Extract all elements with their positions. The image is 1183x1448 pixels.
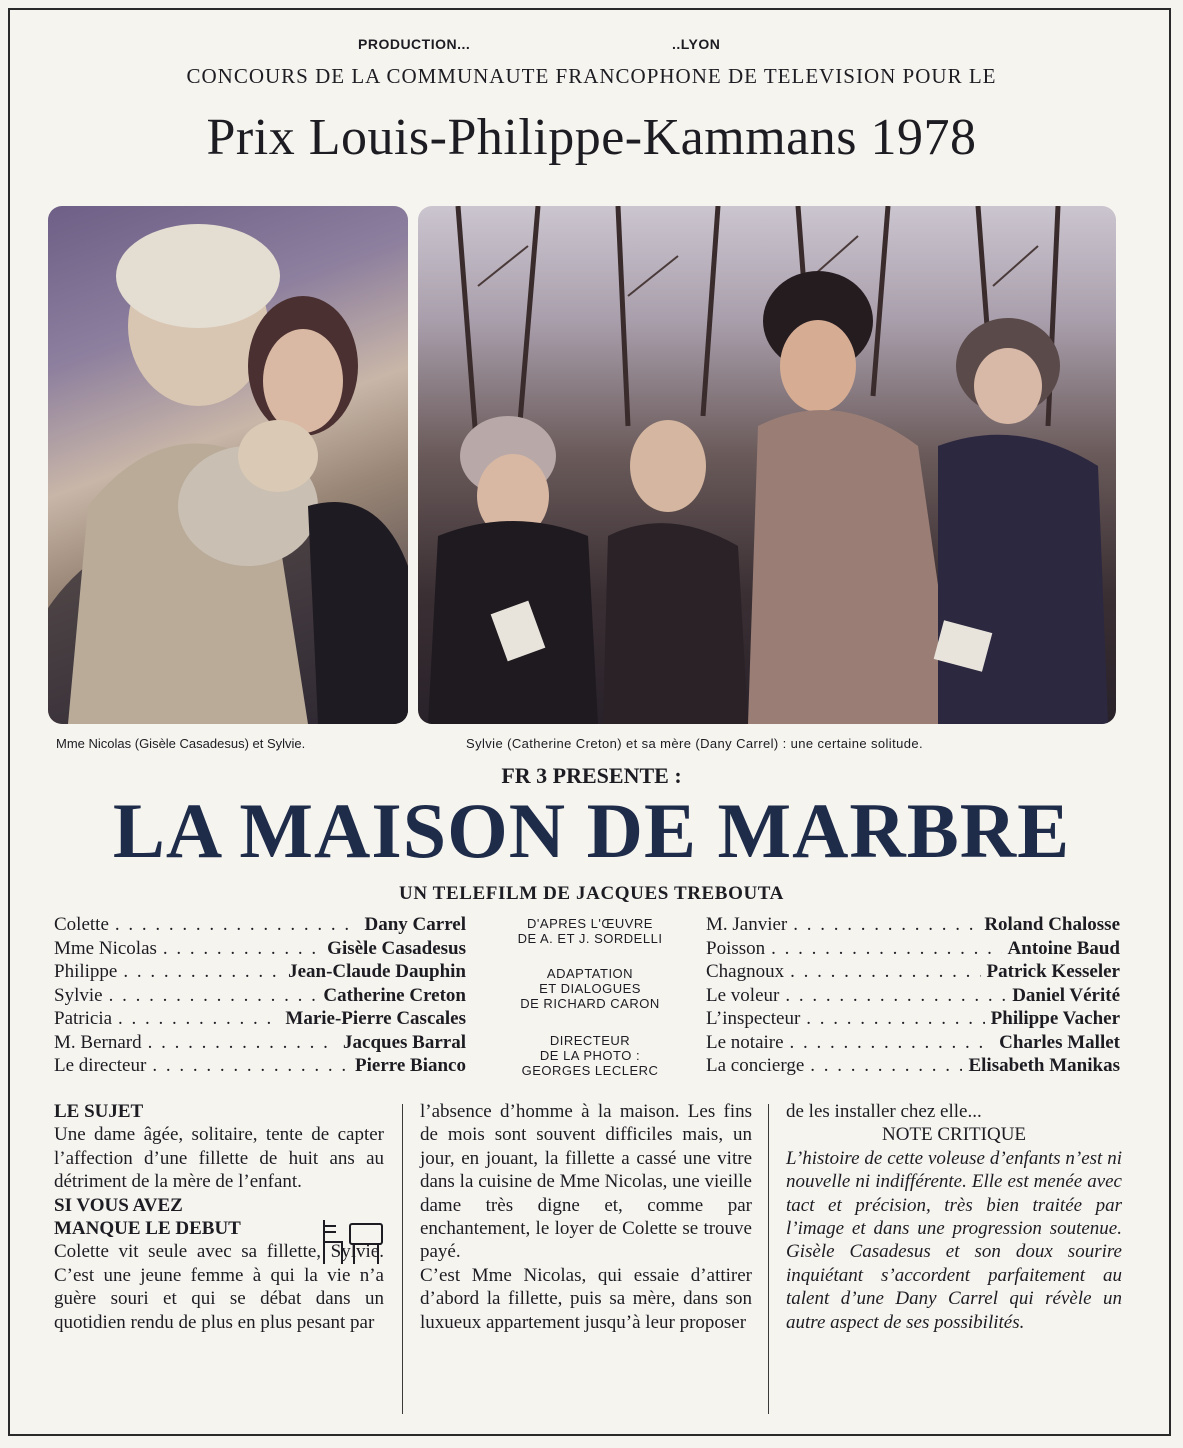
leader-dots [163,938,321,960]
cast-row [706,985,1120,1009]
leader-dots [790,1032,994,1054]
cast-role: Le voleur [706,984,780,1006]
cast-row [706,1055,1120,1079]
credit-line: GEORGES LECLERC [521,1063,659,1078]
cast-actor: Daniel Vérité [1012,984,1120,1006]
column-divider [768,1104,769,1414]
film-title: LA MAISON DE MARBRE [112,787,1071,874]
credit-photo [490,1033,690,1078]
leader-dots [771,938,1001,960]
credit-line: DE LA PHOTO : [539,1048,641,1063]
section-heading-note: NOTE CRITIQUE [881,1124,1027,1146]
cast-role: M. Janvier [706,914,788,935]
cast-role: Poisson [706,937,766,959]
director-line: UN TELEFILM DE JACQUES TREBOUTA [399,883,784,904]
cast-actor: Jean-Claude Dauphin [288,961,466,982]
leader-dots [790,961,980,983]
debut-text: Colette vit seule avec sa fillette, Sylvie. C’est une jeune femme à qui la vie n’a guère souri et qui se débat dans un quotidien rendu de plus en plus pesant par [54,1241,384,1333]
cast-row [54,1032,466,1056]
cast-row [54,961,466,985]
summary-text: l’absence d’homme à la maison. Les fins de mois sont souvent difficiles mais, un jour, en jouant, la fillette a cassé une vitre dans la cuisine de Mme Nicolas, une vieille dame très digne et, comme par enchantement, le loyer de Colette se trouve payé. [420,1101,752,1263]
credit-oeuvre [490,916,690,946]
cast-row [54,985,466,1009]
leader-dots [806,1008,984,1030]
cast-actor: Marie-Pierre Cascales [285,1008,466,1029]
cast-role: Le directeur [54,1055,147,1076]
credit-line: DE A. ET J. SORDELLI [517,931,663,946]
presenter-line: FR 3 PRESENTE : [501,763,682,788]
cast-role: Patricia [54,1008,113,1029]
cast-row [54,1008,466,1032]
photo-mme-nicolas-sylvie [48,206,408,724]
cast-actor: Roland Chalosse [984,914,1120,935]
cast-actor: Jacques Barral [343,1031,466,1053]
leader-dots [785,985,1006,1007]
cast-list-left [54,914,466,1079]
cast-role: Colette [54,914,109,935]
cast-role: Chagnoux [706,961,785,982]
cast-row [706,914,1120,938]
cast-list-right [706,914,1120,1079]
cast-row [706,961,1120,985]
cast-actor: Charles Mallet [999,1031,1120,1053]
leader-dots [123,961,282,983]
leader-dots [115,914,359,936]
cast-actor: Pierre Bianco [355,1055,466,1076]
production-line [0,36,1183,56]
note-critique-text: L’histoire de cette voleuse d’enfants n’est ni nouvelle ni indifférente. Elle est menée avec tact et précision, très bien traitée par l’image et dans une progression soutenue. Gisèle Casadesus et son doux sourire inquiétant s’accordent parfaitement au talent d’une Dany Carrel qui révèle un autre aspect de ses possibilités. [786,1147,1122,1333]
production-label: PRODUCTION... [358,36,471,52]
article-column-3 [786,1100,1122,1334]
credit-line: ADAPTATION [546,966,634,981]
leader-dots [152,1055,349,1077]
prize-title: Prix Louis-Philippe-Kammans 1978 [206,109,977,166]
credit-line: D'APRES L'ŒUVRE [527,916,653,931]
summary-ending: de les installer chez elle... [786,1101,982,1122]
production-location: ..LYON [672,36,721,52]
cast-actor: Elisabeth Manikas [968,1055,1120,1076]
concours-line: CONCOURS DE LA COMMUNAUTE FRANCOPHONE DE TELEVISION POUR LE [186,64,997,88]
photo-caption-right: Sylvie (Catherine Creton) et sa mère (Dany Carrel) : une certaine solitude. [466,736,924,751]
cast-actor: Gisèle Casadesus [327,937,466,959]
cast-role: La concierge [706,1055,805,1076]
credit-line: ET DIALOGUES [539,981,641,996]
cast-actor: Patrick Kesseler [986,961,1120,982]
section-heading-debut-1: SI VOUS AVEZ [54,1194,183,1216]
column-divider [402,1104,403,1414]
article-column-2 [420,1100,752,1334]
cast-role: Mme Nicolas [54,937,157,959]
chairs-icon [320,1218,386,1266]
cast-actor: Dany Carrel [364,914,466,935]
section-heading-sujet: LE SUJET [54,1101,144,1122]
leader-dots [810,1055,962,1077]
credit-line: DE RICHARD CARON [520,996,660,1011]
cast-actor: Catherine Creton [323,984,466,1006]
cast-actor: Antoine Baud [1007,937,1120,959]
cast-row [54,1055,466,1079]
leader-dots [109,985,318,1007]
credit-line: DIRECTEUR [549,1033,631,1048]
sujet-text: Une dame âgée, solitaire, tente de capter l’affection d’une fillette de huit ans au détriment de la mère de l’enfant. [54,1124,384,1193]
cast-row [54,938,466,962]
cast-row [706,1032,1120,1056]
leader-dots [793,914,978,936]
credit-adaptation [490,966,690,1011]
cast-role: Le notaire [706,1031,784,1053]
cast-row [54,914,466,938]
summary-text-cont: C’est Mme Nicolas, qui essaie d’attirer d’abord la fillette, puis sa mère, dans son luxueux appartement jusqu’à leur proposer [420,1264,752,1333]
photo-sylvie-mere-enfants [418,206,1116,724]
cast-role: Sylvie [54,984,103,1006]
cast-row [706,938,1120,962]
cast-role: L’inspecteur [706,1008,801,1029]
cast-role: M. Bernard [54,1031,142,1053]
section-heading-debut-2: MANQUE LE DEBUT [54,1218,241,1240]
leader-dots [148,1032,337,1054]
leader-dots [118,1008,279,1030]
photo-caption-left: Mme Nicolas (Gisèle Casadesus) et Sylvie. [56,736,306,751]
cast-role: Philippe [54,961,118,982]
cast-row [706,1008,1120,1032]
cast-actor: Philippe Vacher [990,1008,1120,1029]
